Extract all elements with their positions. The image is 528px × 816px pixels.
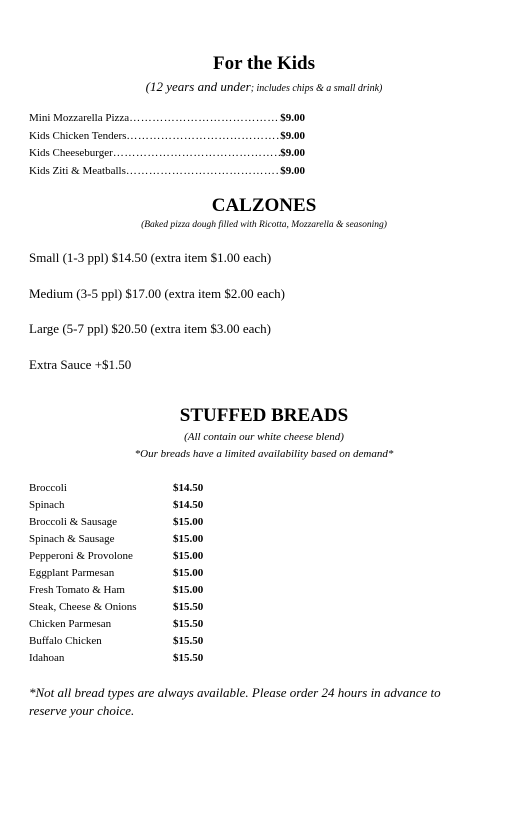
kids-menu-list: [29, 110, 305, 180]
item-price: $15.50: [173, 652, 204, 664]
item-price: $15.00: [173, 584, 204, 596]
stuffed-bread-item: [29, 565, 289, 582]
calzones-section-title: CALZONES: [211, 195, 317, 216]
item-price: $15.00: [173, 550, 204, 562]
item-name: Kids Chicken Tenders: [29, 129, 127, 142]
item-price: $14.50: [173, 499, 204, 511]
item-price: $14.50: [173, 482, 204, 494]
kids-subtitle-age: (12 years and under: [145, 79, 251, 94]
stuffed-bread-item: [29, 582, 289, 599]
stuffed-bread-item: [29, 599, 289, 616]
stuffed-bread-item: [29, 616, 289, 633]
item-name: Chicken Parmesan: [29, 618, 112, 630]
item-name: Fresh Tomato & Ham: [29, 584, 125, 596]
item-name: Buffalo Chicken: [29, 635, 102, 647]
item-name: Idahoan: [29, 652, 65, 664]
item-name: Eggplant Parmesan: [29, 567, 115, 579]
stuffed-breads-subtitle: (All contain our white cheese blend): [184, 431, 344, 443]
dot-leader: [113, 145, 280, 161]
stuffed-bread-item: [29, 480, 289, 497]
stuffed-breads-section-title: STUFFED BREADS: [179, 405, 349, 426]
item-price: $15.00: [173, 567, 204, 579]
item-name: Pepperoni & Provolone: [29, 550, 133, 562]
calzone-size-small: Small (1-3 ppl) $14.50 (extra item $1.00 each): [29, 250, 272, 265]
dot-leader: [126, 128, 280, 144]
stuffed-bread-item: [29, 633, 289, 650]
calzone-extra-sauce: Extra Sauce +$1.50: [29, 357, 132, 372]
item-name: Broccoli & Sausage: [29, 516, 117, 528]
stuffed-breads-list: [29, 480, 289, 667]
kids-menu-item: [29, 110, 305, 128]
stuffed-breads-order-note: *Not all bread types are always available. Please order 24 hours in advance to reserve your choice.: [29, 685, 441, 718]
item-price: $9.00: [280, 129, 305, 142]
dot-leader: [126, 163, 280, 179]
stuffed-bread-item: [29, 650, 289, 667]
item-name: Spinach & Sausage: [29, 533, 115, 545]
kids-menu-item: [29, 163, 305, 181]
stuffed-bread-item: [29, 531, 289, 548]
stuffed-breads-availability-note: *Our breads have a limited availability based on demand*: [134, 448, 394, 460]
stuffed-bread-item: [29, 497, 289, 514]
item-price: $9.00: [280, 164, 305, 177]
item-price: $15.00: [173, 533, 204, 545]
item-name: Kids Cheeseburger: [29, 147, 113, 159]
item-price: $9.00: [280, 112, 305, 124]
dot-leader: [129, 110, 280, 126]
item-name: Spinach: [29, 499, 65, 511]
kids-menu-item: [29, 145, 305, 163]
item-name: Broccoli: [29, 482, 67, 494]
item-name: Mini Mozzarella Pizza: [29, 112, 130, 124]
stuffed-bread-item: [29, 514, 289, 531]
item-name: Steak, Cheese & Onions: [29, 601, 137, 613]
item-price: $15.50: [173, 635, 204, 647]
item-price: $15.00: [173, 516, 204, 528]
calzones-section-subtitle: (Baked pizza dough filled with Ricotta, Mozzarella & seasoning): [141, 220, 387, 230]
kids-section-subtitle: [0, 79, 528, 97]
kids-subtitle-includes: ; includes chips & a small drink): [250, 83, 383, 94]
kids-section-title: For the Kids: [212, 53, 316, 74]
item-name: Kids Ziti & Meatballs: [29, 164, 126, 177]
kids-menu-item: [29, 128, 305, 146]
stuffed-bread-item: [29, 548, 289, 565]
calzone-size-medium: Medium (3-5 ppl) $17.00 (extra item $2.00 each): [29, 286, 285, 301]
item-price: $15.50: [173, 601, 204, 613]
item-price: $9.00: [280, 147, 305, 159]
item-price: $15.50: [173, 618, 204, 630]
calzone-size-large: Large (5-7 ppl) $20.50 (extra item $3.00 each): [29, 321, 271, 336]
